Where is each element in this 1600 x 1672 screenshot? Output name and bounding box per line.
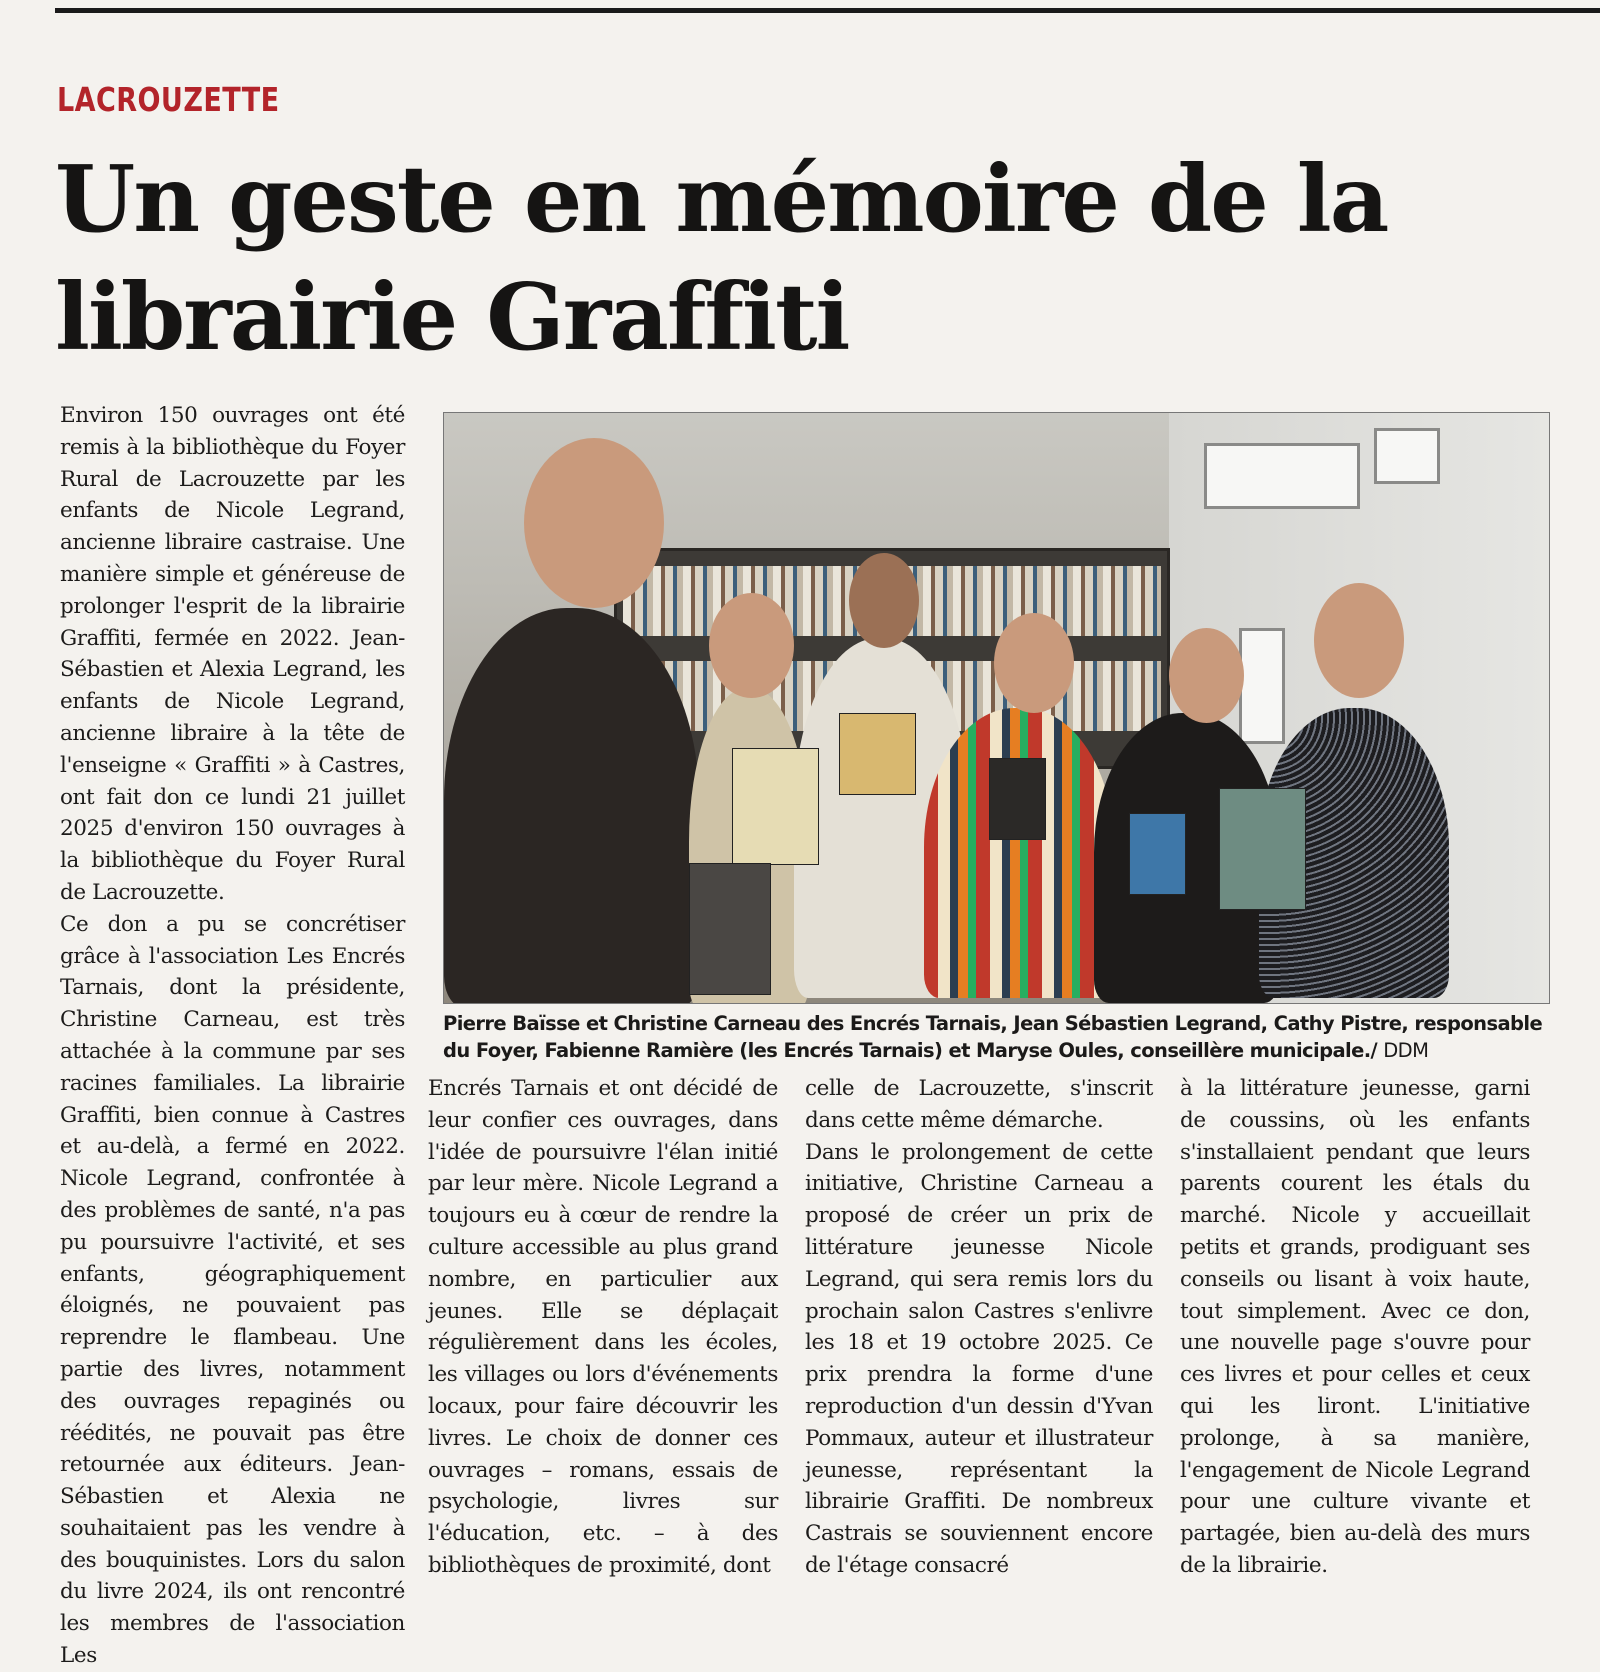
group-photo [443,412,1550,1004]
paragraph-demarche: celle de Lacrouzette, s'inscrit dans cette même démarche. [805,1076,1153,1133]
top-rule [55,8,1600,13]
article-column-2 [428,1073,778,1582]
headline-line-2: librairie Graffiti [55,263,849,371]
paragraph-conclusion: à la littérature jeunesse, garni de coussins, où les enfants s'installaient pendant que leurs parents courent les étals du marché. Nicole y accueillait petits et grands, prodiguant ses conseils ou lisant à voix haute, tout simplement. Avec ce don, une nouvelle page s'ouvre pour ces livres et pour celles et ceux qui les liront. L'initiative prolonge, à sa manière, l'engagement de Nicole Legrand pour une culture vivante et partagée, bien au-delà des murs de la librairie. [1180,1076,1530,1578]
section-label: LACROUZETTE [57,80,280,119]
photo-caption-text: Pierre Baïsse et Christine Carneau des Encrés Tarnais, Jean Sébastien Legrand, Cathy Pistre, responsable du Foyer, Fabienne Ramière (les Encrés Tarnais) et Maryse Oules, conseillère municipale./ [443,1012,1543,1062]
headline [55,140,1555,376]
photo-credit: DDM [1383,1039,1429,1062]
paragraph-prix: Dans le prolongement de cette initiative, Christine Carneau a proposé de créer un prix de littérature jeunesse Nicole Legrand, qui sera remis lors du prochain salon Castres s'enlivre les 18 et 19 octobre 2025. Ce prix prendra la forme d'une reproduction d'un dessin d'Yvan Pommaux, auteur et illustrateur jeunesse, représentant la librairie Graffiti. De nombreux Castrais se souviennent encore de l'étage consacré [805,1139,1153,1578]
paragraph-intro: Environ 150 ouvrages ont été remis à la bibliothèque du Foyer Rural de Lacrouzette par les enfants de Nicole Legrand, ancienne libraire castraise. Une manière simple et généreuse de prolonger l'esprit de la librairie Graffiti, fermée en 2022. Jean-Sébastien et Alexia Legrand, les enfants de Nicole Legrand, ancienne libraire à la tête de l'enseigne « Graffiti » à Castres, ont fait don ce lundi 21 juillet 2025 d'environ 150 ouvrages à la bibliothèque du Foyer Rural de Lacrouzette. [60,403,405,905]
headline-line-1: Un geste en mémoire de la [55,145,1388,253]
paragraph-don: Ce don a pu se concrétiser grâce à l'association Les Encrés Tarnais, dont la présidente, Christine Carneau, est très attachée à la commune par ses racines familiales. La librairie Graffiti, bien connue à Castres et au-delà, a fermé en 2022. Nicole Legrand, confrontée à des problèmes de santé, n'a pas pu poursuivre l'activité, et ses enfants, géographiquement éloignés, ne pouvaient pas reprendre le flambeau. Une partie des livres, notamment des ouvrages repaginés ou réédités, ne pouvait pas être retournée aux éditeurs. Jean-Sébastien et Alexia ne souhaitaient pas les vendre à des bouquinistes. Lors du salon du livre 2024, ils ont rencontré les membres de l'association Les [60,911,405,1669]
paragraph-continued: Encrés Tarnais et ont décidé de leur confier ces ouvrages, dans l'idée de poursuivre l'élan initié par leur mère. Nicole Legrand a toujours eu à cœur de rendre la culture accessible au plus grand nombre, en particulier aux jeunes. Elle se déplaçait régulièrement dans les écoles, les villages ou lors d'événements locaux, pour faire découvrir les livres. Le choix de donner ces ouvrages – romans, essais de psychologie, livres sur l'éducation, etc. – à des bibliothèques de proximité, dont [428,1076,778,1578]
article-column-4 [1180,1073,1530,1582]
article-column-1 [60,400,405,1672]
photo-caption [443,1010,1563,1064]
article-column-3 [805,1073,1153,1582]
